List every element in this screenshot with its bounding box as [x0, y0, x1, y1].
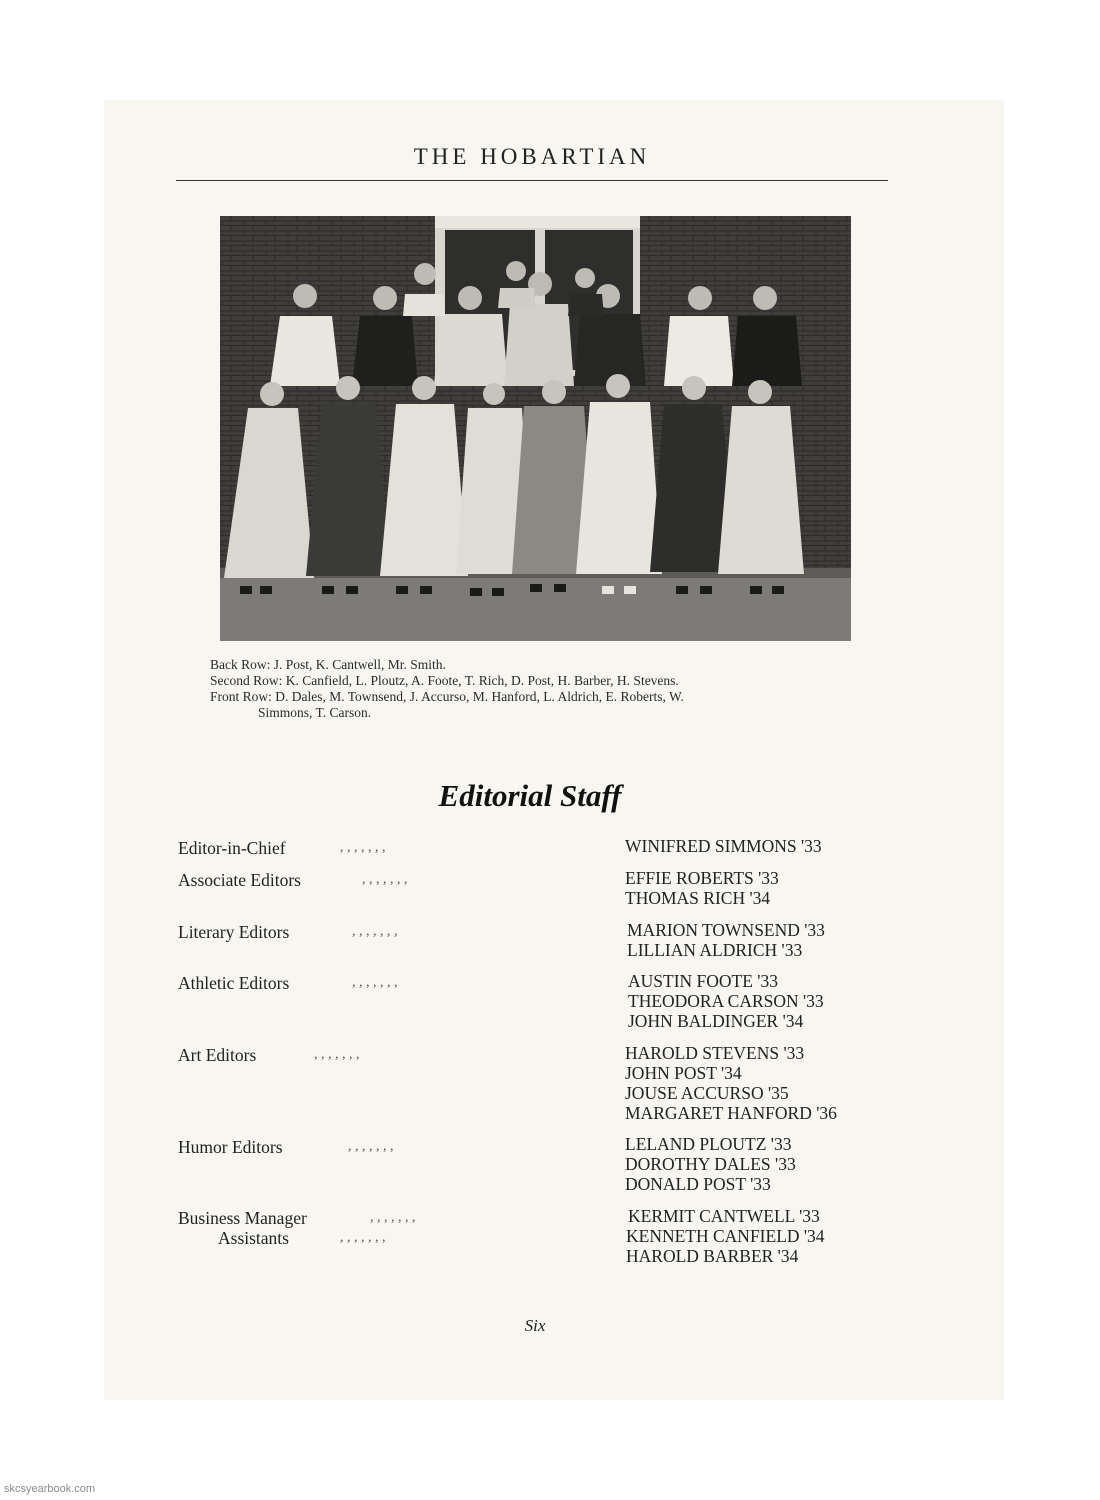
caption-back-row: Back Row: J. Post, K. Cantwell, Mr. Smith. [210, 657, 446, 672]
header-rule [176, 180, 888, 181]
caption-second-row: Second Row: K. Canfield, L. Ploutz, A. Foote, T. Rich, D. Post, H. Barber, H. Stevens. [210, 673, 679, 688]
staff-name: JOHN BALDINGER '34 [628, 1011, 804, 1031]
staff-name: LILLIAN ALDRICH '33 [627, 940, 803, 960]
staff-name: THEODORA CARSON '33 [628, 991, 824, 1011]
leader-dots: , , , , , , , [370, 1210, 416, 1225]
section-title: Editorial Staff [438, 778, 622, 813]
leader-dots: , , , , , , , [340, 840, 386, 855]
staff-role: Athletic Editors [178, 973, 290, 993]
staff-name: HAROLD BARBER '34 [626, 1246, 799, 1266]
staff-names [626, 1226, 825, 1266]
staff-name: AUSTIN FOOTE '33 [628, 971, 778, 991]
staff-name: JOHN POST '34 [625, 1063, 742, 1083]
staff-name: KENNETH CANFIELD '34 [626, 1226, 825, 1246]
page-number: Six [524, 1316, 546, 1335]
staff-names [625, 868, 779, 908]
staff-names [625, 1134, 796, 1194]
leader-dots: , , , , , , , [352, 975, 398, 990]
staff-name: JOUSE ACCURSO '35 [625, 1083, 789, 1103]
leader-dots: , , , , , , , [340, 1230, 386, 1245]
staff-names [625, 836, 822, 856]
leader-dots: , , , , , , , [352, 924, 398, 939]
staff-name: WINIFRED SIMMONS '33 [625, 836, 822, 856]
staff-name: DONALD POST '33 [625, 1174, 771, 1194]
staff-names [628, 1206, 820, 1226]
staff-name: LELAND PLOUTZ '33 [625, 1134, 792, 1154]
leader-dots: , , , , , , , [362, 872, 408, 887]
group-photo [220, 216, 851, 641]
staff-name: HAROLD STEVENS '33 [625, 1043, 805, 1063]
staff-role: Humor Editors [178, 1137, 283, 1157]
watermark: skcsyearbook.com [4, 1483, 96, 1495]
staff-role: Assistants [218, 1228, 289, 1248]
caption-front-row: Front Row: D. Dales, M. Townsend, J. Accurso, M. Hanford, L. Aldrich, E. Roberts, W. [210, 689, 684, 704]
staff-role: Associate Editors [178, 870, 301, 890]
photo-caption [210, 657, 890, 721]
staff-role: Editor-in-Chief [178, 838, 286, 858]
staff-name: KERMIT CANTWELL '33 [628, 1206, 820, 1226]
staff-name: DOROTHY DALES '33 [625, 1154, 796, 1174]
staff-name: MARION TOWNSEND '33 [627, 920, 825, 940]
staff-name: MARGARET HANFORD '36 [625, 1103, 837, 1123]
staff-names [625, 1043, 837, 1123]
caption-front-row-continued: Simmons, T. Carson. [258, 705, 372, 720]
staff-names [628, 971, 824, 1031]
staff-name: THOMAS RICH '34 [625, 888, 771, 908]
staff-role: Literary Editors [178, 922, 290, 942]
leader-dots: , , , , , , , [348, 1139, 394, 1154]
staff-role: Business Manager [178, 1208, 307, 1228]
staff-names [627, 920, 825, 960]
staff-name: EFFIE ROBERTS '33 [625, 868, 779, 888]
running-head-title: THE HOBARTIAN [413, 144, 651, 169]
group-photo-illustration [220, 216, 851, 641]
leader-dots: , , , , , , , [314, 1047, 360, 1062]
staff-role: Art Editors [178, 1045, 257, 1065]
